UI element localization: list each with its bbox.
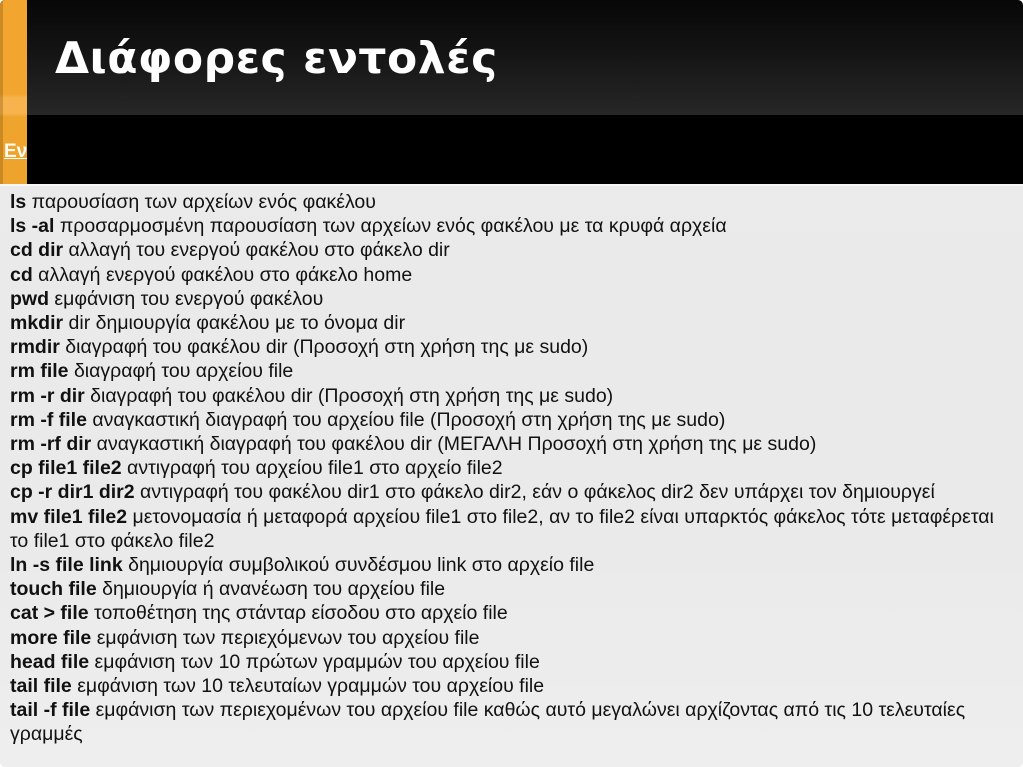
- command-row: [10, 359, 1007, 383]
- command-row: [10, 408, 1007, 432]
- command-name: cp file1 file2: [10, 457, 122, 480]
- command-row: [10, 190, 1007, 214]
- command-row: [10, 287, 1007, 311]
- command-description: dir δημιουργία φακέλου με το όνομα dir: [63, 312, 406, 335]
- command-row: [10, 384, 1007, 408]
- command-description: αντιγραφή του αρχείου file1 στο αρχείο file2: [121, 457, 503, 480]
- command-description: προσαρμοσμένη παρουσίαση των αρχείων ενός φακέλου με τα κρυφά αρχεία: [54, 215, 727, 238]
- divider-bar: [0, 115, 1023, 184]
- command-name: head file: [10, 650, 90, 673]
- command-name: mv file1 file2: [10, 505, 128, 528]
- command-name: ln -s file link: [10, 554, 123, 577]
- command-name: ls: [10, 191, 27, 213]
- command-row: [10, 456, 1007, 480]
- command-description: αλλαγή του ενεργού φακέλου στο φάκελο dir: [63, 239, 450, 262]
- command-description: εμφάνιση των 10 τελευταίων γραμμών του αρχείου file: [71, 675, 545, 698]
- command-description: εμφάνιση των περιεχόμενων του αρχείου file: [91, 626, 480, 649]
- command-row: [10, 505, 1007, 553]
- command-row: [10, 214, 1007, 238]
- command-name: tail file: [10, 675, 72, 698]
- command-name: cat > file: [10, 602, 89, 625]
- command-description: διαγραφή του αρχείου file: [68, 360, 294, 383]
- command-name: rmdir: [10, 336, 60, 359]
- command-description: αναγκαστική διαγραφή του αρχείου file (Προσοχή στη χρήση της με sudo): [86, 408, 726, 431]
- command-row: [10, 553, 1007, 577]
- command-description: τοποθέτηση της στάνταρ είσοδου στο αρχείο file: [88, 602, 508, 625]
- command-description: εμφάνιση των περιεχομένων του αρχείου file καθώς αυτό μεγαλώνει αρχίζοντας από τις 10 τελευταίες γραμμές: [10, 699, 966, 746]
- command-description: αλλαγή ενεργού φακέλου στο φάκελο home: [32, 263, 413, 286]
- commands-link[interactable]: Εν: [4, 141, 27, 162]
- command-description: εμφάνιση του ενεργού φακέλου: [49, 287, 324, 310]
- command-row: [10, 238, 1007, 262]
- command-description: παρουσίαση των αρχείων ενός φακέλου: [26, 191, 376, 213]
- command-row: [10, 577, 1007, 601]
- command-name: rm -f file: [10, 408, 87, 431]
- command-name: cd: [10, 263, 33, 286]
- slide-title: Διάφορες εντολές: [55, 33, 498, 84]
- command-row: [10, 698, 1007, 746]
- command-name: cp -r dir1 dir2: [10, 481, 135, 504]
- command-row: [10, 263, 1007, 287]
- command-row: [10, 311, 1007, 335]
- command-description: διαγραφή του φακέλου dir (Προσοχή στη χρήση της με sudo): [84, 384, 614, 407]
- command-name: more file: [10, 626, 92, 649]
- command-description: εμφάνιση των 10 πρώτων γραμμών του αρχείου file: [89, 650, 540, 673]
- command-name: cd dir: [10, 239, 64, 262]
- command-name: touch file: [10, 578, 97, 601]
- command-row: [10, 432, 1007, 456]
- command-row: [10, 601, 1007, 625]
- command-row: [10, 480, 1007, 504]
- command-name: pwd: [10, 287, 49, 310]
- command-name: rm -rf dir: [10, 433, 92, 456]
- command-name: ls -al: [10, 215, 55, 238]
- accent-stripe: [0, 0, 27, 184]
- command-description: δημιουργία ή ανανέωση του αρχείου file: [96, 578, 446, 601]
- command-name: rm file: [10, 360, 69, 383]
- command-description: αναγκαστική διαγραφή του φακέλου dir (ΜΕΓΑΛΗ Προσοχή στη χρήση της με sudo): [91, 433, 817, 456]
- title-banner: [0, 0, 1023, 115]
- command-list: [0, 184, 1023, 767]
- command-name: mkdir: [10, 312, 64, 335]
- command-row: [10, 674, 1007, 698]
- command-name: rm -r dir: [10, 384, 85, 407]
- command-description: μετονομασία ή μεταφορά αρχείου file1 στο file2, αν το file2 είναι υπαρκτός φάκελος τότε μεταφέρεται το file1 στο φάκελο file2: [10, 505, 994, 552]
- command-description: αντιγραφή του φακέλου dir1 στο φάκελο dir2, εάν ο φάκελος dir2 δεν υπάρχει τον δημιουργεί: [134, 481, 935, 504]
- command-row: [10, 650, 1007, 674]
- command-description: δημιουργία συμβολικού συνδέσμου link στο αρχείο file: [122, 554, 595, 577]
- command-description: διαγραφή του φακέλου dir (Προσοχή στη χρήση της με sudo): [59, 336, 589, 359]
- command-row: [10, 626, 1007, 650]
- command-name: tail -f file: [10, 699, 91, 722]
- command-row: [10, 335, 1007, 359]
